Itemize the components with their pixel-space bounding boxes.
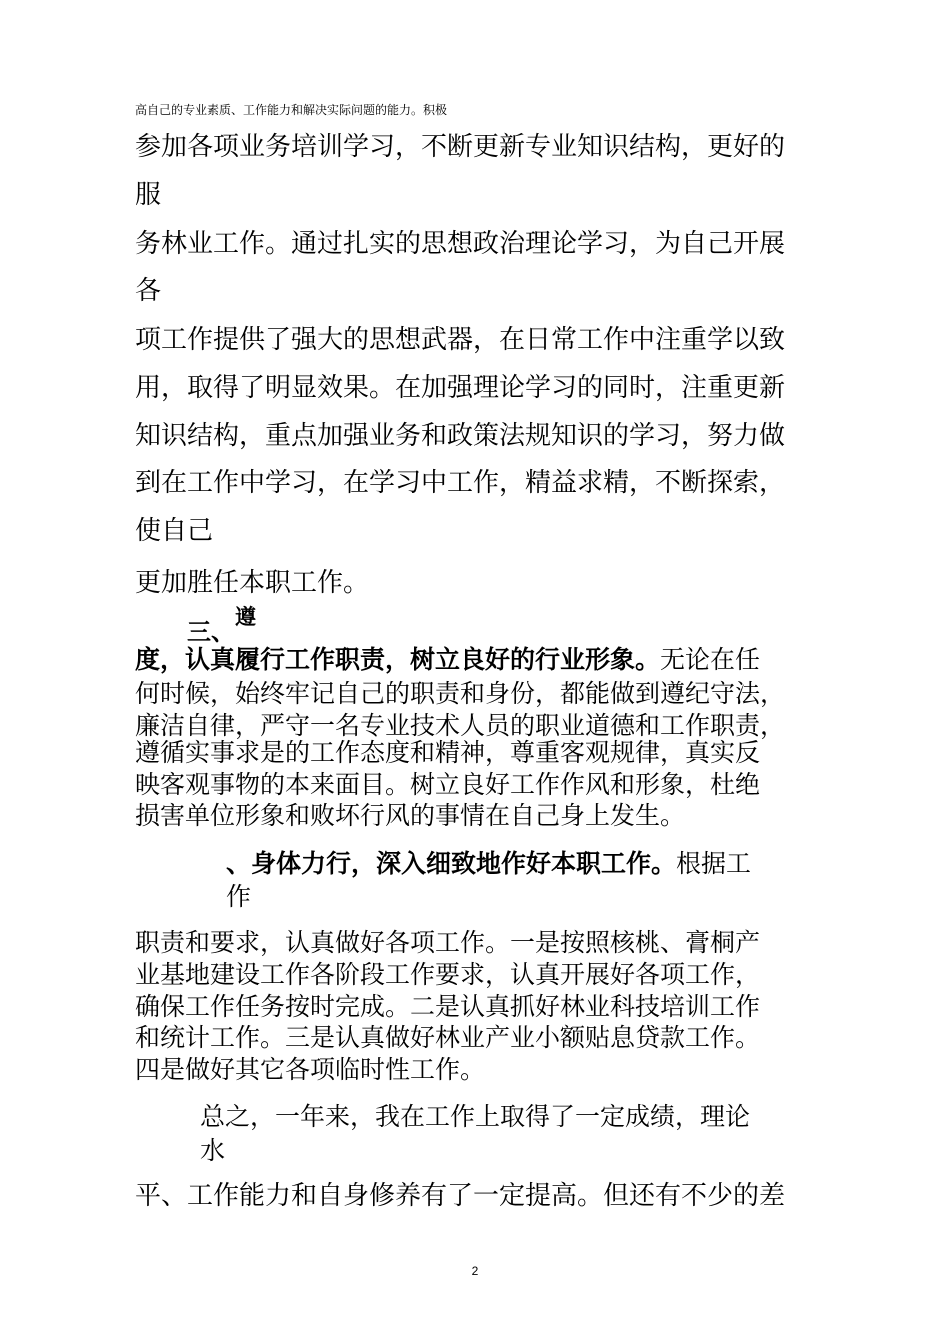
paragraph-line: 水 <box>200 1136 226 1165</box>
paragraph-line: 用，取得了明显效果。在加强理论学习的同时，注重更新 <box>135 373 786 403</box>
paragraph-line: 服 <box>135 180 162 210</box>
paragraph-line: 四是做好其它各项临时性工作。 <box>135 1055 486 1084</box>
page-number: 2 <box>471 1264 479 1278</box>
paragraph-line: 平、工作能力和自身修养有了一定提高。但还有不少的差 <box>135 1181 786 1211</box>
paragraph-line: 和统计工作。三是认真做好林业产业小额贴息贷款工作。 <box>135 1023 761 1052</box>
paragraph-line: 映客观事物的本来面目。树立良好工作作风和形象，杜绝 <box>135 770 761 799</box>
section-number: 三、 <box>187 618 235 646</box>
paragraph-line: 确保工作任务按时完成。二是认真抓好林业科技培训工作 <box>135 992 761 1021</box>
paragraph-line: 项工作提供了强大的思想武器，在日常工作中注重学以致 <box>135 325 786 355</box>
paragraph-line <box>226 851 751 876</box>
paragraph-text: 根据工 <box>676 849 752 878</box>
section-heading-sup: 遵 <box>235 605 256 629</box>
paragraph-line: 知识结构，重点加强业务和政策法规知识的学习，努力做 <box>135 421 786 451</box>
paragraph-line: 务林业工作。通过扎实的思想政治理论学习，为自己开展 <box>135 229 786 259</box>
paragraph-line: 总之，一年来，我在工作上取得了一定成绩，理论 <box>200 1102 751 1131</box>
paragraph-bold-lead: 度，认真履行工作职责，树立良好的行业形象。 <box>135 645 661 674</box>
header-text-line: 高自己的专业素质、工作能力和解决实际问题的能力。积极 <box>135 103 448 117</box>
paragraph-line: 到在工作中学习，在学习中工作，精益求精，不断探索， <box>135 468 786 498</box>
paragraph-line: 遵循实事求是的工作态度和精神，尊重客观规律，真实反 <box>135 738 761 767</box>
paragraph-line: 作 <box>226 882 252 911</box>
paragraph-bold-lead: 、身体力行，深入细致地作好本职工作。 <box>226 849 677 878</box>
paragraph-text: 无论在任 <box>660 645 761 674</box>
paragraph-line: 损害单位形象和败坏行风的事情在自己身上发生。 <box>135 801 686 830</box>
paragraph-line: 职责和要求，认真做好各项工作。一是按照核桃、膏桐产 <box>135 928 761 957</box>
paragraph-line: 使自己 <box>135 516 214 546</box>
paragraph-line: 业基地建设工作各阶段工作要求，认真开展好各项工作， <box>135 960 761 989</box>
paragraph-line: 更加胜任本职工作。 <box>135 568 370 598</box>
paragraph-line <box>135 647 760 672</box>
paragraph-line: 廉洁自律，严守一名专业技术人员的职业道德和工作职责， <box>135 711 786 740</box>
paragraph-line: 各 <box>135 276 162 306</box>
section-heading-three <box>187 605 256 647</box>
paragraph-line: 参加各项业务培训学习，不断更新专业知识结构，更好的 <box>135 132 786 162</box>
paragraph-line: 何时候，始终牢记自己的职责和身份，都能做到遵纪守法， <box>135 679 786 708</box>
